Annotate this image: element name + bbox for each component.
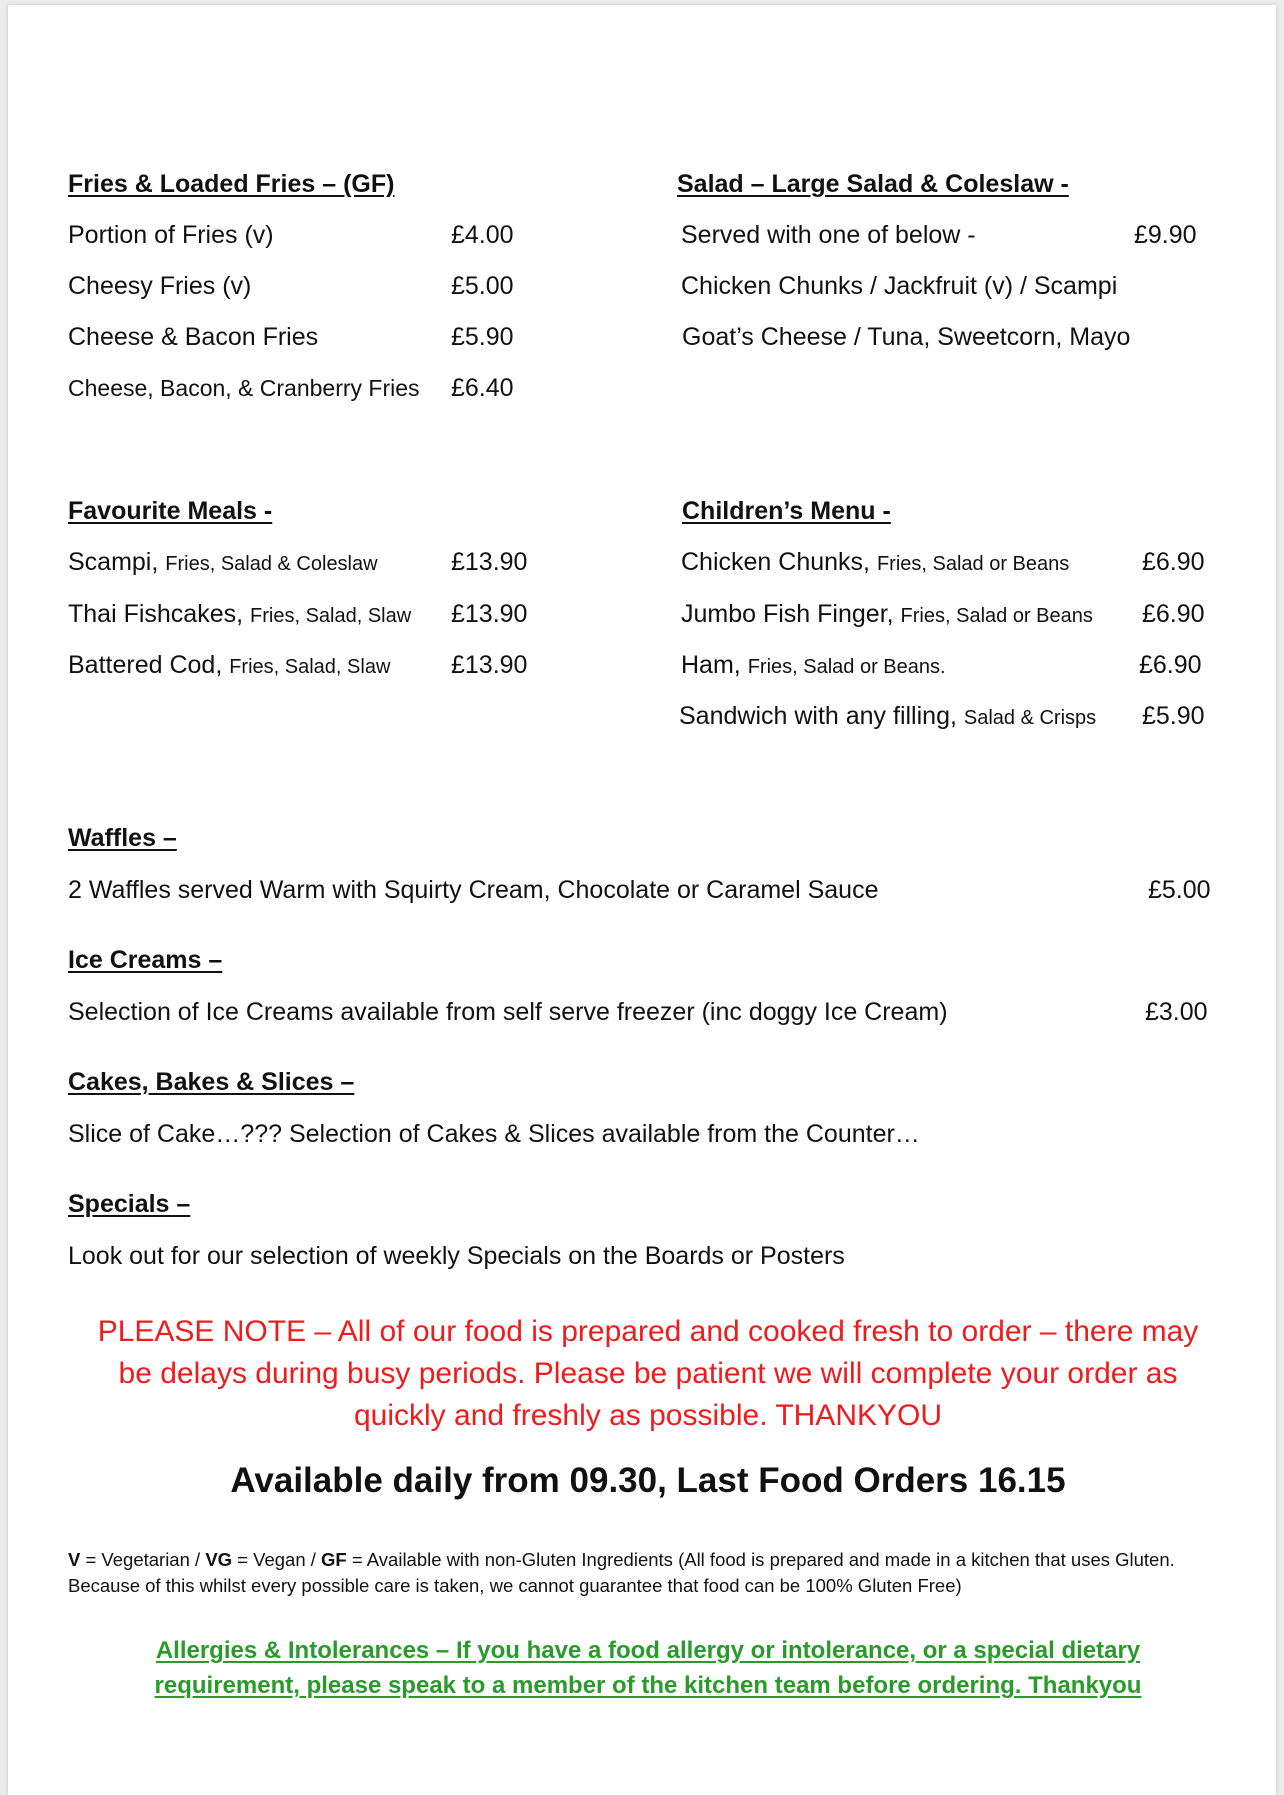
- allergy-notice: Allergies & Intolerances – If you have a food allergy or intolerance, or a special dietary requirement, please speak to a member of the kitchen team before ordering. Thankyou: [154, 1637, 1142, 1699]
- children-item-price: £6.90: [1139, 651, 1202, 679]
- waffles-price: £5.00: [1148, 876, 1211, 904]
- children-item-name: Sandwich with any filling,: [679, 702, 957, 730]
- children-item-name: Jumbo Fish Finger,: [681, 600, 894, 628]
- favourite-item: [68, 548, 378, 577]
- favourite-item-price: £13.90: [451, 548, 528, 576]
- please-note: PLEASE NOTE – All of our food is prepared and cooked fresh to order – there may be delays during busy periods. Please be patient we will complete your order as quickly and freshly as possible. THANKYOU: [97, 1315, 1199, 1432]
- children-item-detail: Salad & Crisps: [963, 707, 1097, 729]
- salad-line: Goat’s Cheese / Tuna, Sweetcorn, Mayo: [682, 323, 1131, 351]
- children-item-name: Ham,: [681, 651, 741, 679]
- dietary-key: [68, 1547, 1218, 1599]
- favourite-item-detail: Fries, Salad, Slaw: [229, 656, 391, 678]
- key-v-label: V: [68, 1549, 81, 1570]
- waffles-heading: Waffles –: [68, 824, 177, 852]
- favourites-heading: Favourite Meals -: [68, 497, 273, 525]
- key-gf-text: = Available with non-Gluten Ingredients (All food is prepared and made in a kitchen that uses Gluten. Because of this whilst every possible care is taken, we cannot guarantee that food can be 100% Gluten Free): [68, 1549, 1175, 1596]
- fries-item-price: £4.00: [451, 221, 514, 249]
- key-v-text: = Vegetarian /: [80, 1549, 206, 1570]
- key-vg-label: VG: [205, 1549, 233, 1570]
- waffles-text: 2 Waffles served Warm with Squirty Cream, Chocolate or Caramel Sauce: [68, 876, 879, 904]
- fries-item-name: Cheese & Bacon Fries: [68, 323, 319, 351]
- children-heading: Children’s Menu -: [682, 497, 891, 525]
- fries-item-name: Portion of Fries (v): [68, 221, 274, 249]
- fries-item-price: £5.00: [451, 272, 514, 300]
- menu-page: [8, 5, 1276, 1795]
- salad-line: Served with one of below -: [681, 221, 976, 249]
- favourite-item-detail: Fries, Salad, Slaw: [250, 605, 412, 627]
- fries-item-price: £6.40: [451, 374, 514, 402]
- children-item-price: £5.90: [1142, 702, 1205, 730]
- children-item-detail: Fries, Salad or Beans: [876, 553, 1070, 575]
- favourite-item-name: Scampi,: [68, 548, 159, 576]
- favourite-item-name: Thai Fishcakes,: [68, 600, 244, 628]
- specials-text: Look out for our selection of weekly Specials on the Boards or Posters: [68, 1242, 845, 1270]
- fries-item-price: £5.90: [451, 323, 514, 351]
- children-item-detail: Fries, Salad or Beans: [900, 605, 1093, 627]
- children-item: [681, 600, 1093, 629]
- icecreams-price: £3.00: [1145, 998, 1208, 1026]
- children-item-detail: Fries, Salad or Beans.: [747, 656, 946, 678]
- favourite-item: [68, 600, 411, 629]
- salad-line: Chicken Chunks / Jackfruit (v) / Scampi: [681, 272, 1118, 300]
- fries-item-name: Cheese, Bacon, & Cranberry Fries: [68, 375, 420, 401]
- specials-heading: Specials –: [68, 1190, 191, 1218]
- cakes-heading: Cakes, Bakes & Slices –: [68, 1068, 355, 1096]
- favourite-item-name: Battered Cod,: [68, 651, 223, 679]
- salad-heading: Salad – Large Salad & Coleslaw -: [677, 170, 1069, 198]
- children-item: [681, 548, 1069, 577]
- children-item-price: £6.90: [1142, 600, 1205, 628]
- favourite-item-price: £13.90: [451, 651, 528, 679]
- icecreams-text: Selection of Ice Creams available from self serve freezer (inc doggy Ice Cream): [68, 998, 948, 1026]
- favourite-item-price: £13.90: [451, 600, 528, 628]
- children-item: [679, 702, 1096, 731]
- salad-price: £9.90: [1134, 221, 1197, 249]
- favourite-item-detail: Fries, Salad & Coleslaw: [165, 553, 378, 575]
- children-item-price: £6.90: [1142, 548, 1205, 576]
- favourite-item: [68, 651, 390, 680]
- children-item: [681, 651, 946, 680]
- fries-item-name: Cheesy Fries (v): [68, 272, 252, 300]
- key-vg-text: = Vegan /: [232, 1549, 322, 1570]
- children-item-name: Chicken Chunks,: [681, 548, 870, 576]
- availability: Available daily from 09.30, Last Food Orders 16.15: [230, 1461, 1066, 1500]
- icecreams-heading: Ice Creams –: [68, 946, 223, 974]
- cakes-text: Slice of Cake…??? Selection of Cakes & Slices available from the Counter…: [68, 1120, 920, 1148]
- key-gf-label: GF: [321, 1549, 347, 1570]
- fries-heading: Fries & Loaded Fries – (GF): [68, 170, 395, 198]
